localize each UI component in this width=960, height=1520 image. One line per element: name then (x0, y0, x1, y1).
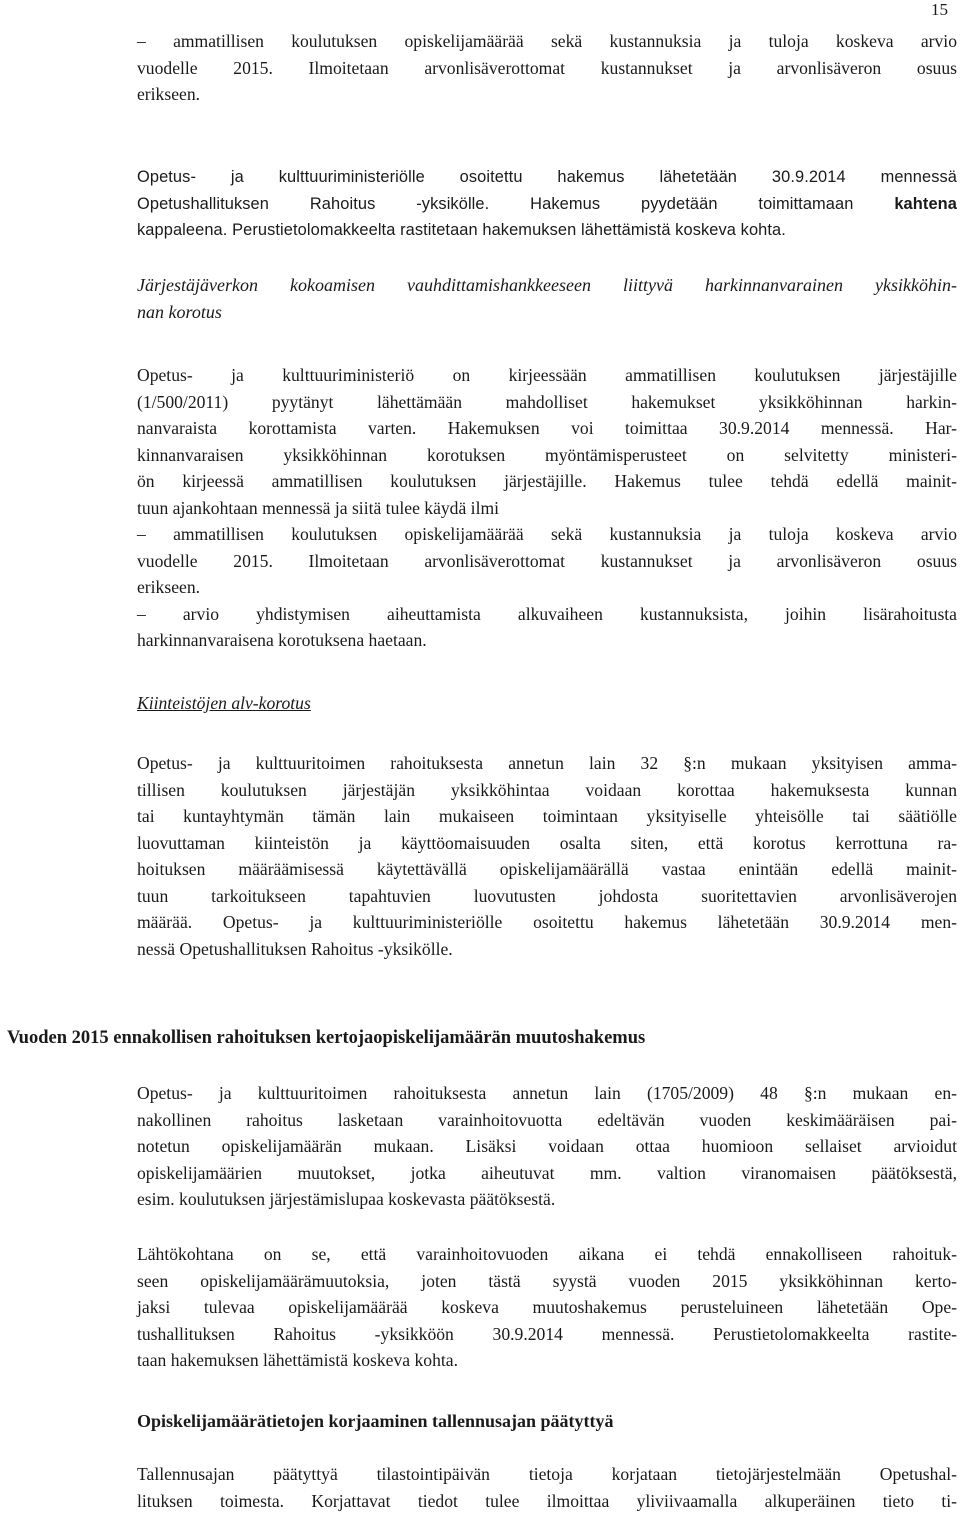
section-paragraph-korjaaminen (137, 1461, 957, 1514)
section-paragraph-verkko (137, 362, 957, 654)
section-heading-verkko (137, 272, 957, 325)
text-line: kappaleena. Perustietolomakkeelta rastitetaan hakemuksen lähettämistä koskeva kohta. (137, 221, 786, 239)
text-line: tuun tarkoitukseen tapahtuvien luovutusten johdosta suoritettavien arvonlisäverojen (137, 885, 957, 906)
text-line: jaksi tulevaa opiskelijamäärää koskeva muutoshakemus perusteluineen lähetetään Ope- (137, 1297, 957, 1317)
text-line: esim. koulutuksen järjestämislupaa koskevasta päätöksestä. (137, 1189, 556, 1209)
text-line: tushallituksen Rahoitus -yksikköön 30.9.2014 mennessä. Perustietolomakkeelta rastite- (137, 1323, 957, 1344)
heading-line: nan korotus (137, 301, 222, 322)
text-line: seen opiskelijamäärämuutoksia, joten tästä syystä vuoden 2015 yksikköhinnan kerto- (137, 1270, 957, 1291)
text-line: luovuttaman kiinteistön ja käyttöomaisuuden osalta siten, että korotus kerrottuna ra- (137, 832, 957, 853)
top-list-item (137, 28, 957, 108)
text-line: tai kuntayhtymän tämän lain mukaiseen toimintaan yksityiselle yhteisölle tai säätiölle (137, 806, 957, 826)
text-line: Opetus- ja kulttuuriministeriö on kirjeessään ammatillisen koulutuksen järjestäjille (137, 365, 957, 385)
text-line: vuodelle 2015. Ilmoitetaan arvonlisäverottomat kustannukset ja arvonlisäveron osuus (137, 550, 957, 571)
section-heading-muutoshakemus: Vuoden 2015 ennakollisen rahoituksen kertojaopiskelijamäärän muutoshakemus (7, 1028, 646, 1048)
text-line: hoituksen määräämisessä käytettävällä opiskelijamäärällä vastaa enintään edellä mainit- (137, 859, 957, 879)
text-line: Opetus- ja kulttuuriministeriölle osoitettu hakemus lähetetään 30.9.2014 mennessä (137, 168, 957, 186)
emphasis-text: kahtena (894, 194, 957, 213)
text-segment: Opetushallituksen Rahoitus -yksikölle. Hakemus pyydetään toimittamaan (137, 194, 854, 213)
text-line: notetun opiskelijamäärän mukaan. Lisäksi voidaan ottaa huomioon sellaiset arvioidut (137, 1136, 957, 1156)
text-line: (1/500/2011) pyytänyt lähettämään mahdolliset hakemukset yksikköhinnan harkin- (137, 391, 957, 412)
section-heading-alv: Kiinteistöjen alv-korotus (137, 693, 311, 713)
text-line: nakollinen rahoitus lasketaan varainhoitovuotta edeltävän vuoden keskimääräisen pai- (137, 1109, 957, 1130)
text-line: Opetus- ja kulttuuritoimen rahoituksesta annetun lain (1705/2009) 48 §:n mukaan en- (137, 1083, 957, 1103)
submission-paragraph (137, 164, 957, 244)
text-line: Opetus- ja kulttuuritoimen rahoituksesta annetun lain 32 §:n mukaan yksityisen amma- (137, 753, 957, 773)
text-line: määrää. Opetus- ja kulttuuriministeriölle osoitettu hakemus lähetetään 30.9.2014 men- (137, 912, 957, 932)
text-line: opiskelijamäärien muutokset, jotka aiheutuvat mm. valtion viranomaisen päätöksestä, (137, 1162, 957, 1183)
section-heading-korjaaminen: Opiskelijamäärätietojen korjaaminen tallennusajan päätyttyä (137, 1411, 614, 1431)
text-line: erikseen. (137, 577, 201, 597)
list-item: – ammatillisen koulutuksen opiskelijamäärää sekä kustannuksia ja tuloja koskeva arvio (137, 524, 957, 544)
text-line: nanvaraista korottamista varten. Hakemuksen voi toimittaa 30.9.2014 mennessä. Har- (137, 418, 957, 438)
heading-line: Järjestäjäverkon kokoamisen vauhdittamishankkeeseen liittyvä harkinnanvarainen yksikköhin- (137, 275, 957, 295)
text-line: tuun ajankohtaan mennessä ja siitä tulee käydä ilmi (137, 497, 500, 518)
text-line (137, 191, 957, 218)
text-line: Tallennusajan päätyttyä tilastointipäivän tietoja korjataan tietojärjestelmään Opetushal- (137, 1464, 957, 1484)
section-paragraph-alv (137, 750, 957, 962)
text-line: erikseen. (137, 84, 201, 104)
page-number: 15 (931, 0, 948, 19)
section-paragraph-lahtokohta (137, 1241, 957, 1374)
text-line: kinnanvaraisen yksikköhinnan korotuksen myöntämisperusteet on selvitetty ministeri- (137, 444, 957, 465)
text-line: vuodelle 2015. Ilmoitetaan arvonlisäverottomat kustannukset ja arvonlisäveron osuus (137, 57, 957, 78)
text-line: nessä Opetushallituksen Rahoitus -yksikölle. (137, 938, 453, 959)
text-line: harkinnanvaraisena korotuksena haetaan. (137, 630, 427, 650)
text-line: taan hakemuksen lähettämistä koskeva kohta. (137, 1350, 458, 1370)
text-line: Lähtökohtana on se, että varainhoitovuoden aikana ei tehdä ennakolliseen rahoituk- (137, 1244, 957, 1264)
section-paragraph-ennakko (137, 1080, 957, 1213)
text-line: lituksen toimesta. Korjattavat tiedot tulee ilmoittaa yliviivaamalla alkuperäinen tieto ti- (137, 1490, 957, 1511)
text-line: ön kirjeessä ammatillisen koulutuksen järjestäjille. Hakemus tulee tehdä edellä mainit- (137, 471, 957, 491)
text-line: – ammatillisen koulutuksen opiskelijamäärää sekä kustannuksia ja tuloja koskeva arvio (137, 31, 957, 51)
text-line: tillisen koulutuksen järjestäjän yksikköhintaa voidaan korottaa hakemuksesta kunnan (137, 779, 957, 800)
list-item: – arvio yhdistymisen aiheuttamista alkuvaiheen kustannuksista, joihin lisärahoitusta (137, 603, 957, 624)
